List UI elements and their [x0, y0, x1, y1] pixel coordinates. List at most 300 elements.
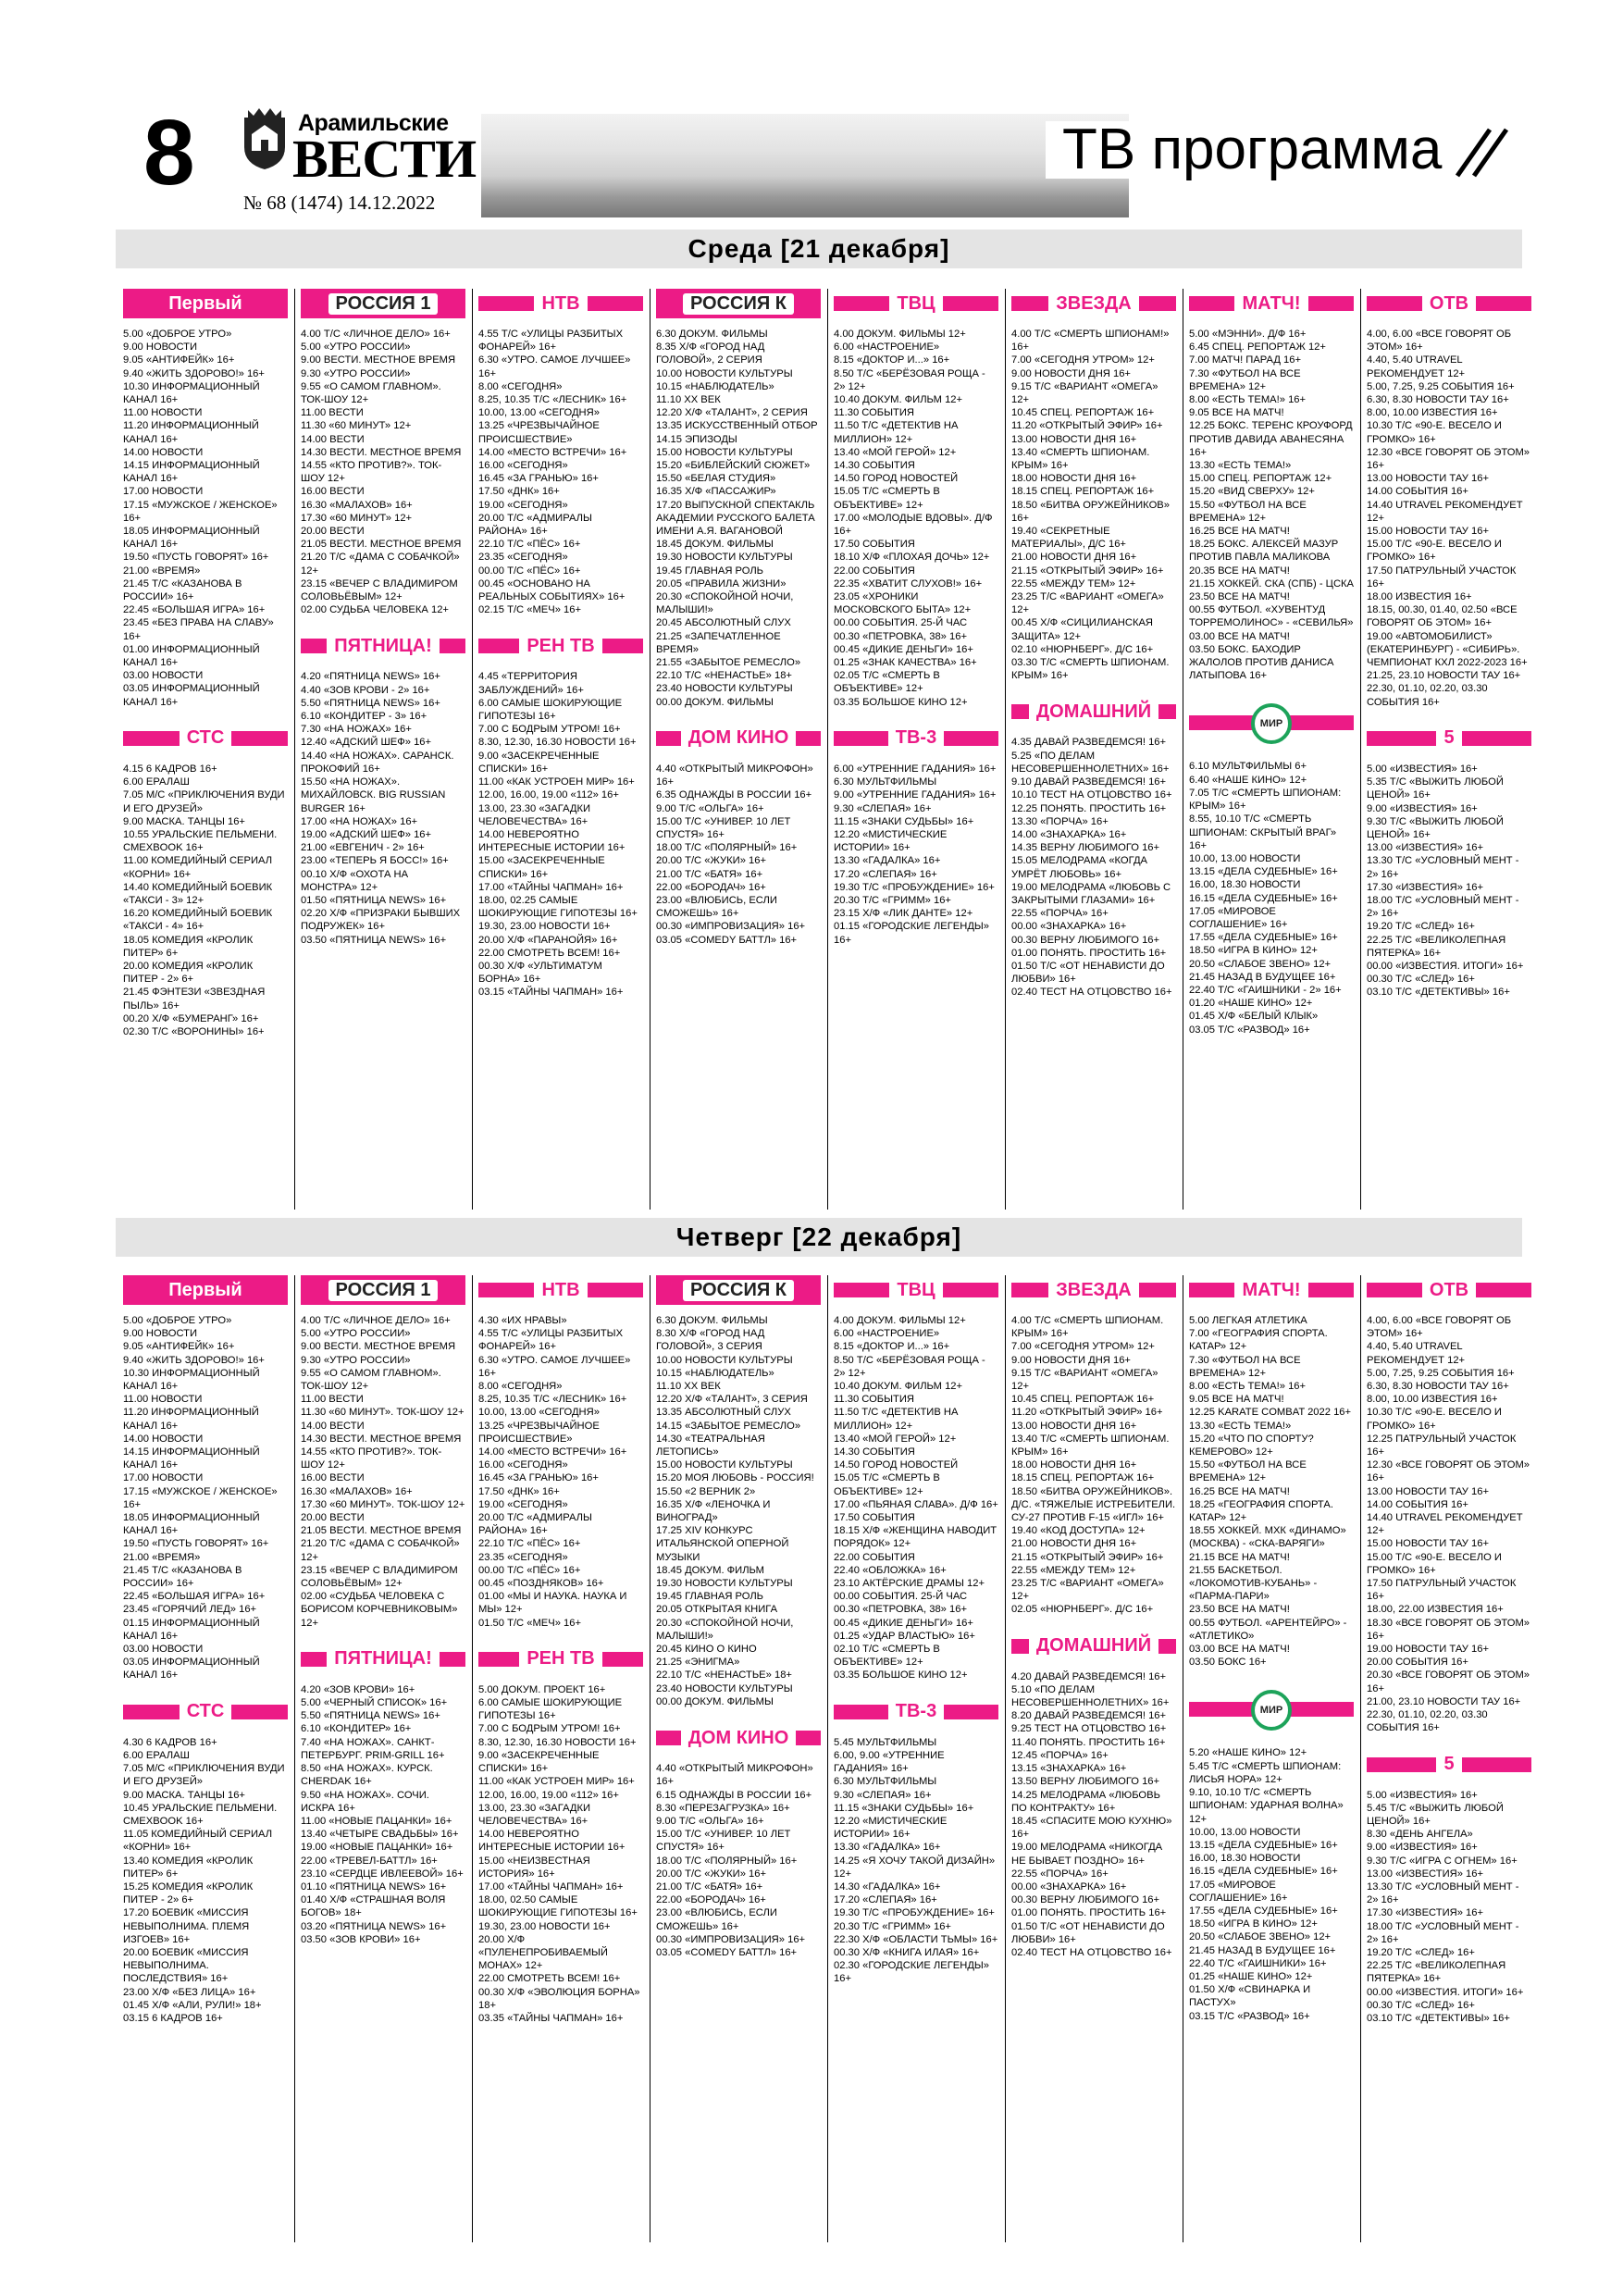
program-item: 22.45 «БОЛЬШАЯ ИГРА» 16+ — [123, 604, 266, 616]
program-item: 4.00 ДОКУМ. ФИЛЬМЫ 12+ — [834, 1315, 966, 1326]
program-item: 19.00 «СЕГОДНЯ» — [478, 1498, 568, 1510]
channel-name: 5 — [1436, 727, 1461, 749]
channel-logo-нтв — [478, 289, 643, 318]
program-item: 21.20 Т/С «ДАМА С СОБАЧКОЙ» 12+ — [301, 1538, 463, 1563]
channel-name: ПЯТНИЦА! — [327, 1648, 440, 1669]
program-item: 21.15 ВСЕ НА МАТЧ! — [1189, 1551, 1290, 1563]
channel-name: РОССИЯ 1 — [328, 293, 439, 315]
column-divider — [294, 289, 295, 1210]
program-item: 14.00 НОВОСТИ — [123, 446, 204, 458]
program-item: 22.30, 01.10, 02.20, 03.30 СОБЫТИЯ 16+ — [1367, 683, 1491, 708]
program-item: 02.15 Т/С «МЕЧ» 16+ — [478, 604, 582, 616]
program-item: 6.45 СПЕЦ. РЕПОРТАЖ 12+ — [1189, 341, 1326, 354]
program-item: 03.10 Т/С «ДЕТЕКТИВЫ» 16+ — [1367, 2012, 1510, 2024]
program-item: 18.25 «ГЕОГРАФИЯ СПОРТА. КАТАР» 12+ — [1189, 1498, 1337, 1524]
program-item: 15.05 Т/С «СМЕРТЬ В ОБЪЕКТИВЕ» 12+ — [834, 1472, 944, 1497]
program-list — [1011, 328, 1176, 682]
program-item: 16.30 «МАЛАХОВ» 16+ — [301, 499, 413, 511]
program-item: 00.30 ВЕРНУ ЛЮБИМОГО 16+ — [1011, 934, 1160, 946]
column-divider — [294, 1275, 295, 2242]
program-item: 10.45 УРАЛЬСКИЕ ПЕЛЬМЕНИ. СМЕХBOOK 16+ — [123, 1802, 280, 1827]
program-item: 01.50 «ПЯТНИЦА NEWS» 16+ — [301, 894, 447, 906]
program-item: 9.30 Т/С «ИГРА С ОГНЕМ» 16+ — [1367, 1855, 1518, 1867]
program-item: 6.40 «НАШЕ КИНО» 12+ — [1189, 774, 1307, 786]
program-item: 10.10 ТЕСТ НА ОТЦОВСТВО 16+ — [1011, 789, 1172, 801]
program-item: 20.00 Х/Ф «ПУЛЕНЕПРОБИВАЕМЫЙ МОНАХ» 12+ — [478, 1933, 612, 1972]
program-item: 20.00 Т/С «ЖУКИ» 16+ — [656, 1868, 767, 1880]
program-list — [656, 763, 821, 947]
column-divider — [1005, 1275, 1006, 2242]
program-item: 9.00 МАСКА. ТАНЦЫ 16+ — [123, 1789, 245, 1801]
program-item: 6.30 ДОКУМ. ФИЛЬМЫ — [656, 1315, 768, 1326]
channel-name: ТВ-3 — [888, 727, 944, 749]
program-item: 9.10, 10.10 Т/С «СМЕРТЬ ШПИОНАМ: УДАРНАЯ ВОЛНА» 12+ — [1189, 1787, 1346, 1825]
program-item: 13.00 НОВОСТИ ТАУ 16+ — [1367, 1485, 1489, 1497]
program-item: 01.10 «ПЯТНИЦА NEWS» 16+ — [301, 1880, 447, 1893]
program-item: 11.20 ИНФОРМАЦИОННЫЙ КАНАЛ 16+ — [123, 420, 262, 445]
program-item: 13.40 «ЧЕТЫРЕ СВАДЬБЫ» 16+ — [301, 1829, 459, 1841]
program-item: 14.15 ЭПИЗОДЫ — [656, 433, 737, 445]
program-item: 5.25 «ПО ДЕЛАМ НЕСОВЕРШЕННОЛЕТНИХ» 16+ — [1011, 750, 1170, 775]
program-item: 14.25 «Я ХОЧУ ТАКОЙ ДИЗАЙН» 12+ — [834, 1855, 998, 1880]
logo-title: ВЕСТИ — [292, 129, 477, 189]
program-item: 21.45 Т/С «КАЗАНОВА В РОССИИ» 16+ — [123, 1564, 245, 1590]
program-item: 9.05 ВСЕ НА МАТЧ! — [1189, 1394, 1284, 1406]
program-item: 17.00 «НА НОЖАХ» 16+ — [301, 815, 418, 827]
program-item: 4.20 «ПЯТНИЦА NEWS» 16+ — [301, 671, 440, 683]
program-item: 14.40 UTRAVEL РЕКОМЕНДУЕТ 12+ — [1367, 1512, 1526, 1537]
program-item: 18.25 БОКС. АЛЕКСЕЙ МАЗУР ПРОТИВ ПАВЛА МАЛИКОВА — [1189, 539, 1342, 564]
program-item: 8.50 Т/С «БЕРЁЗОВАЯ РОЩА - 2» 12+ — [834, 1354, 988, 1379]
column-divider — [1005, 289, 1006, 1210]
day-title: Среда [21 декабря] — [116, 230, 1522, 268]
program-item: 15.25 КОМЕДИЯ «КРОЛИК ПИТЕР - 2» 6+ — [123, 1880, 256, 1906]
program-item: 20.50 «СЛАБОЕ ЗВЕНО» 12+ — [1189, 1931, 1332, 1943]
program-item: 02.10 Т/С «СМЕРТЬ В ОБЪЕКТИВЕ» 12+ — [834, 1644, 944, 1669]
program-item: 21.45 НАЗАД В БУДУЩЕЕ 16+ — [1189, 971, 1336, 983]
program-item: 4.20 ДАВАЙ РАЗВЕДЕМСЯ! 16+ — [1011, 1670, 1167, 1682]
program-item: 14.15 ИНФОРМАЦИОННЫЙ КАНАЛ 16+ — [123, 460, 263, 485]
program-item: 4.55 Т/С «УЛИЦЫ РАЗБИТЫХ ФОНАРЕЙ» 16+ — [478, 329, 626, 354]
program-item: 23.10 АКТЁРСКИЕ ДРАМЫ 12+ — [834, 1578, 985, 1590]
program-list — [834, 328, 998, 709]
program-item: 20.00 Т/С «АДМИРАЛЫ РАЙОНА» 16+ — [478, 512, 596, 538]
program-item: 12.30 «ВСЕ ГОВОРЯТ ОБ ЭТОМ» 16+ — [1367, 1459, 1533, 1484]
program-item: 21.05 ВЕСТИ. МЕСТНОЕ ВРЕМЯ — [301, 1525, 462, 1537]
program-item: 20.00 ВЕСТИ — [301, 526, 365, 538]
program-item: 8.30 «ДЕНЬ АНГЕЛА» — [1367, 1829, 1473, 1841]
program-item: 20.00 ВЕСТИ — [301, 1512, 365, 1524]
program-item: 5.00, 7.25, 9.25 СОБЫТИЯ 16+ — [1367, 1367, 1515, 1379]
program-item: 01.00 «МЫ И НАУКА. НАУКА И МЫ» 12+ — [478, 1591, 630, 1616]
program-list — [1011, 736, 1176, 999]
program-item: 6.00 «НАСТРОЕНИЕ» — [834, 341, 940, 354]
program-item: 21.20 Т/С «ДАМА С СОБАЧКОЙ» 12+ — [301, 552, 463, 577]
program-item: 14.30 «ГАДАЛКА» 16+ — [834, 1880, 941, 1893]
program-item: 15.00 «ЗАСЕКРЕЧЕННЫЕ СПИСКИ» 16+ — [478, 855, 608, 880]
program-item: 6.10 «КОНДИТЕР - 3» 16+ — [301, 711, 427, 723]
program-item: 03.05 «COMEDY БАТТЛ» 16+ — [656, 1946, 798, 1958]
program-item: 9.00 «ЗАСЕКРЕЧЕННЫЕ СПИСКИ» 16+ — [478, 1749, 602, 1775]
channel-name: Первый — [168, 1279, 242, 1300]
program-item: 17.50 СОБЫТИЯ — [834, 1512, 915, 1524]
channel-logo-5 — [1367, 1750, 1531, 1780]
program-item: 13.30 «ЕСТЬ ТЕМА!» — [1189, 460, 1292, 472]
section-title: ТВ программа — [1046, 121, 1453, 179]
program-item: 18.05 КОМЕДИЯ «КРОЛИК ПИТЕР» 6+ — [123, 934, 256, 959]
program-item: 18.10 Х/Ф «ПЛОХАЯ ДОЧЬ» 12+ — [834, 552, 990, 564]
program-item: 15.05 Т/С «СМЕРТЬ В ОБЪЕКТИВЕ» 12+ — [834, 486, 944, 511]
channel-name: ДОМАШНИЙ — [1029, 701, 1158, 723]
program-item: 20.00 СОБЫТИЯ 16+ — [1367, 1657, 1468, 1669]
program-item: 02.30 Т/С «ВОРОНИНЫ» 16+ — [123, 1025, 265, 1037]
program-list — [123, 328, 288, 709]
program-item: 00.45 «ПОЗДНЯКОВ» 16+ — [478, 1578, 604, 1590]
program-item: 15.00 СПЕЦ. РЕПОРТАЖ 12+ — [1189, 473, 1332, 485]
program-item: 11.05 КОМЕДИЙНЫЙ СЕРИАЛ «КОРНИ» 16+ — [123, 1829, 276, 1854]
program-item: 18.00 Т/С «УСЛОВНЫЙ МЕНТ - 2» 16+ — [1367, 894, 1522, 920]
program-item: 20.45 АБСОЛЮТНЫЙ СЛУХ — [656, 617, 791, 629]
program-item: 22.10 Т/С «НЕНАСТЬЕ» 18+ — [656, 670, 792, 682]
program-item: 5.00 «УТРО РОССИИ» — [301, 341, 411, 354]
program-item: 18.30 «ВСЕ ГОВОРЯТ ОБ ЭТОМ» 16+ — [1367, 1617, 1533, 1642]
channel-logo-домашний — [1011, 697, 1176, 726]
program-item: 17.50 «ДНК» 16+ — [478, 486, 560, 498]
channel-column — [834, 1275, 998, 1986]
program-list — [123, 1736, 288, 2025]
program-item: 18.05 ИНФОРМАЦИОННЫЙ КАНАЛ 16+ — [123, 1512, 263, 1537]
channel-name: 5 — [1436, 1754, 1461, 1775]
program-item: 9.00 «УТРЕННИЕ ГАДАНИЯ» 16+ — [834, 789, 997, 801]
program-item: 15.00 Т/С «УНИВЕР. 10 ЛЕТ СПУСТЯ» 16+ — [656, 1829, 794, 1854]
program-item: 14.00 «МЕСТО ВСТРЕЧИ» 16+ — [478, 446, 627, 458]
program-item: 4.40 «ЗОВ КРОВИ - 2» 16+ — [301, 684, 430, 696]
program-item: 19.00 НОВОСТИ ТАУ 16+ — [1367, 1644, 1489, 1656]
program-item: 10.30 Т/С «90-Е. ВЕСЕЛО И ГРОМКО» 16+ — [1367, 420, 1505, 445]
program-list — [478, 328, 643, 616]
program-item: 13.15 «ДЕЛА СУДЕБНЫЕ» 16+ — [1189, 1839, 1338, 1851]
program-item: 19.30, 23.00 НОВОСТИ 16+ — [478, 1920, 611, 1932]
channel-name: ЗВЕЗДА — [1048, 293, 1139, 315]
program-item: 9.30 «УТРО РОССИИ» — [301, 367, 411, 379]
program-list — [834, 1736, 998, 1986]
program-item: 23.35 «СЕГОДНЯ» — [478, 1551, 568, 1563]
program-list — [478, 1683, 643, 2025]
program-list — [1011, 1670, 1176, 1959]
program-item: 17.30 «60 МИНУТ». ТОК-ШОУ 12+ — [301, 1498, 465, 1510]
column-divider — [827, 289, 828, 1210]
program-item: 6.30, 8.30 НОВОСТИ ТАУ 16+ — [1367, 1381, 1509, 1393]
channel-logo-тв-3 — [834, 1697, 998, 1727]
program-item: 16.00 «СЕГОДНЯ» — [478, 1459, 568, 1471]
program-item: 5.00 «ДОБРОЕ УТРО» — [123, 329, 232, 340]
program-item: 23.00 «ВЛЮБИСЬ, ЕСЛИ СМОЖЕШЬ» 16+ — [656, 1907, 780, 1932]
program-item: 5.50 «ПЯТНИЦА NEWS» 16+ — [301, 697, 440, 709]
program-item: 22.00 СМОТРЕТЬ ВСЕМ! 16+ — [478, 1973, 621, 1985]
program-item: 5.45 Т/С «ВЫЖИТЬ ЛЮБОЙ ЦЕНОЙ» 16+ — [1367, 1802, 1506, 1827]
program-item: 15.00 НОВОСТИ КУЛЬТУРЫ — [656, 446, 793, 458]
program-item: 10.45 СПЕЦ. РЕПОРТАЖ 16+ — [1011, 1394, 1155, 1406]
program-item: 03.50 БОКС 16+ — [1189, 1657, 1267, 1669]
program-item: 22.10 Т/С «НЕНАСТЬЕ» 18+ — [656, 1669, 792, 1682]
program-item: 4.35 ДАВАЙ РАЗВЕДЕМСЯ! 16+ — [1011, 737, 1167, 749]
program-list — [1189, 328, 1354, 682]
program-item: 00.00 СОБЫТИЯ. 25-Й ЧАС — [834, 1591, 968, 1603]
program-item: 21.15 «ОТКРЫТЫЙ ЭФИР» 16+ — [1011, 1551, 1164, 1563]
program-item: 02.05 «НЮРНБЕРГ». Д/С 16+ — [1011, 1604, 1154, 1616]
program-item: 14.30 ВЕСТИ. МЕСТНОЕ ВРЕМЯ — [301, 1433, 462, 1445]
program-item: 17.55 «ДЕЛА СУДЕБНЫЕ» 16+ — [1189, 932, 1338, 944]
program-item: 19.00 «АДСКИЙ ШЕФ» 16+ — [301, 828, 432, 840]
program-item: 20.05 ОТКРЫТАЯ КНИГА — [656, 1604, 778, 1616]
program-item: 9.00 Т/С «ОЛЬГА» 16+ — [656, 802, 764, 814]
program-item: 03.50 «ЗОВ КРОВИ» 16+ — [301, 1933, 421, 1945]
program-item: 20.30 Т/С «ГРИММ» 16+ — [834, 894, 951, 906]
program-item: 12.25 ПАТРУЛЬНЫЙ УЧАСТОК 16+ — [1367, 1433, 1519, 1458]
program-item: 6.00 ЕРАЛАШ — [123, 776, 190, 788]
program-item: 21.25 «ЭНИГМА» — [656, 1657, 740, 1669]
program-item: 14.00 «МЕСТО ВСТРЕЧИ» 16+ — [478, 1446, 627, 1458]
program-item: 20.30 Т/С «ГРИММ» 16+ — [834, 1920, 951, 1932]
program-item: 17.00 НОВОСТИ — [123, 486, 204, 498]
program-item: 13.00, 23.30 «ЗАГАДКИ ЧЕЛОВЕЧЕСТВА» 16+ — [478, 1802, 594, 1827]
program-item: 13.40 «МОЙ ГЕРОЙ» 12+ — [834, 446, 957, 458]
program-item: 13.30 «ГАДАЛКА» 16+ — [834, 1842, 941, 1854]
program-item: 10.30 Т/С «90-Е. ВЕСЕЛО И ГРОМКО» 16+ — [1367, 1407, 1505, 1432]
program-item: 13.00 «ИЗВЕСТИЯ» 16+ — [1367, 1868, 1484, 1880]
day-schedule — [116, 289, 1533, 1210]
channel-name: СТС — [180, 1701, 232, 1722]
program-item: 18.00 Т/С «ПОЛЯРНЫЙ» 16+ — [656, 1855, 798, 1867]
program-item: 11.50 Т/С «ДЕТЕКТИВ НА МИЛЛИОН» 12+ — [834, 1407, 961, 1432]
program-item: 5.10 «ПО ДЕЛАМ НЕСОВЕРШЕННОЛЕТНИХ» 16+ — [1011, 1683, 1170, 1709]
program-item: 4.30 «ИХ НРАВЫ» — [478, 1315, 567, 1326]
program-item: 13.15 «ДЕЛА СУДЕБНЫЕ» 16+ — [1189, 866, 1338, 878]
program-item: 11.00 КОМЕДИЙНЫЙ СЕРИАЛ «КОРНИ» 16+ — [123, 855, 276, 880]
program-item: 6.35 ОДНАЖДЫ В РОССИИ 16+ — [656, 789, 812, 801]
program-item: 00.00 ДОКУМ. ФИЛЬМЫ — [656, 1695, 774, 1707]
program-item: 15.50 «ФУТБОЛ НА ВСЕ ВРЕМЕНА» 12+ — [1189, 499, 1309, 524]
program-item: 23.00 «ВЛЮБИСЬ, ЕСЛИ СМОЖЕШЬ» 16+ — [656, 894, 780, 920]
program-item: 16.00 ВЕСТИ — [301, 1472, 365, 1484]
program-item: 22.40 Т/С «ГАИШНИКИ» 16+ — [1189, 1957, 1327, 1969]
channel-name: СТС — [180, 727, 232, 749]
program-item: 19.40 «СЕКРЕТНЫЕ МАТЕРИАЛЫ», Д/С 16+ — [1011, 526, 1126, 551]
program-item: 11.30 СОБЫТИЯ — [834, 1394, 915, 1406]
program-item: 14.30 СОБЫТИЯ — [834, 460, 915, 472]
program-item: 9.00 НОВОСТИ — [123, 1328, 198, 1340]
channel-name: ПЯТНИЦА! — [327, 636, 440, 657]
program-item: 13.40 «СМЕРТЬ ШПИОНАМ. КРЫМ» 16+ — [1011, 446, 1153, 472]
program-item: 6.00 ЕРАЛАШ — [123, 1749, 190, 1761]
program-item: 00.00 Т/С «ПЁС» 16+ — [478, 565, 581, 577]
program-item: 7.05 Т/С «СМЕРТЬ ШПИОНАМ: КРЫМ» 16+ — [1189, 787, 1344, 813]
program-item: 9.00 «ИЗВЕСТИЯ» 16+ — [1367, 1842, 1478, 1854]
program-item: 18.00 ИЗВЕСТИЯ 16+ — [1367, 591, 1472, 603]
program-item: 17.20 «СЛЕПАЯ» 16+ — [834, 1894, 937, 1906]
channel-logo-звезда — [1011, 289, 1176, 318]
program-item: 00.00 «ИЗВЕСТИЯ. ИТОГИ» 16+ — [1367, 960, 1524, 972]
program-item: 21.00 «ВРЕМЯ» — [123, 565, 201, 577]
program-item: 22.30, 01.10, 02.20, 03.30 СОБЫТИЯ 16+ — [1367, 1709, 1491, 1734]
program-item: 13.25 «ЧРЕЗВЫЧАЙНОЕ ПРОИСШЕСТВИЕ» — [478, 1420, 602, 1445]
program-item: 17.00 «ТАЙНЫ ЧАПМАН» 16+ — [478, 881, 624, 893]
program-item: 9.30 Т/С «ВЫЖИТЬ ЛЮБОЙ ЦЕНОЙ» 16+ — [1367, 815, 1506, 840]
program-item: 00.00 Т/С «ПЁС» 16+ — [478, 1564, 581, 1576]
program-item: 18.50 «БИТВА ОРУЖЕЙНИКОВ» 16+ — [1011, 499, 1173, 524]
channel-logo-россия-к — [656, 289, 821, 318]
program-item: 8.00, 10.00 ИЗВЕСТИЯ 16+ — [1367, 407, 1498, 419]
program-item: 00.00 ДОКУМ. ФИЛЬМЫ — [656, 696, 774, 708]
program-item: 14.50 ГОРОД НОВОСТЕЙ — [834, 473, 959, 485]
program-item: 17.00 НОВОСТИ — [123, 1472, 204, 1484]
program-item: 03.35 «ТАЙНЫ ЧАПМАН» 16+ — [478, 2012, 624, 2024]
column-divider — [472, 289, 473, 1210]
program-item: 23.15 Х/Ф «ЛИК ДАНТЕ» 12+ — [834, 908, 973, 920]
program-item: 8.00 «СЕГОДНЯ» — [478, 1381, 563, 1393]
channel-column — [1189, 289, 1354, 1036]
channel-logo-5 — [1367, 724, 1531, 753]
program-item: 03.00 ВСЕ НА МАТЧ! — [1189, 630, 1290, 642]
channel-column — [656, 1275, 821, 1959]
program-item: 9.50 «НА НОЖАХ». СОЧИ. ИСКРА 16+ — [301, 1789, 432, 1814]
program-item: 03.05 «COMEDY БАТТЛ» 16+ — [656, 934, 798, 946]
channel-logo-матч — [1189, 289, 1354, 318]
program-item: 23.15 «ВЕЧЕР С ВЛАДИМИРОМ СОЛОВЬЁВЫМ» 12+ — [301, 577, 461, 603]
program-item: 7.00 С БОДРЫМ УТРОМ! 16+ — [478, 1723, 621, 1735]
program-item: 23.45 «БЕЗ ПРАВА НА СЛАВУ» 16+ — [123, 617, 277, 642]
program-item: 11.50 Т/С «ДЕТЕКТИВ НА МИЛЛИОН» 12+ — [834, 420, 961, 445]
program-item: 00.30 «ИМПРОВИЗАЦИЯ» 16+ — [656, 921, 806, 933]
program-item: 01.15 ИНФОРМАЦИОННЫЙ КАНАЛ 16+ — [123, 1617, 263, 1642]
channel-name: РЕН ТВ — [519, 636, 601, 657]
program-item: 11.20 «ОТКРЫТЫЙ ЭФИР» 16+ — [1011, 420, 1163, 432]
program-item: 20.05 «ПРАВИЛА ЖИЗНИ» — [656, 577, 787, 590]
program-item: 8.50 Т/С «БЕРЁЗОВАЯ РОЩА - 2» 12+ — [834, 367, 988, 392]
program-item: 8.30, 12.30, 16.30 НОВОСТИ 16+ — [478, 737, 637, 749]
program-item: 9.00 ВЕСТИ. МЕСТНОЕ ВРЕМЯ — [301, 1341, 456, 1353]
program-item: 15.50 «ФУТБОЛ НА ВСЕ ВРЕМЕНА» 12+ — [1189, 1459, 1309, 1484]
program-item: 9.40 «ЖИТЬ ЗДОРОВО!» 16+ — [123, 1354, 265, 1366]
program-item: 7.00 С БОДРЫМ УТРОМ! 16+ — [478, 724, 621, 736]
program-item: 13.25 «ЧРЕЗВЫЧАЙНОЕ ПРОИСШЕСТВИЕ» — [478, 420, 602, 445]
program-item: 16.20 КОМЕДИЙНЫЙ БОЕВИК «ТАКСИ - 4» 16+ — [123, 908, 276, 933]
program-item: 22.10 Т/С «ПЁС» 16+ — [478, 539, 581, 551]
program-item: 5.00 «ДОБРОЕ УТРО» — [123, 1315, 232, 1326]
channel-name: РЕН ТВ — [519, 1648, 601, 1669]
program-item: 6.15 ОДНАЖДЫ В РОССИИ 16+ — [656, 1789, 812, 1801]
program-item: 16.45 «ЗА ГРАНЬЮ» 16+ — [478, 1472, 599, 1484]
program-item: 22.00 СОБЫТИЯ — [834, 1551, 915, 1563]
channel-column — [1367, 1275, 1531, 2025]
program-item: 00.00 «ЗНАХАРКА» 16+ — [1011, 1880, 1127, 1893]
program-item: 22.55 «МЕЖДУ ТЕМ» 12+ — [1011, 1564, 1136, 1576]
program-item: 23.45 «ГОРЯЧИЙ ЛЕД» 16+ — [123, 1604, 257, 1616]
program-item: 7.30 «ФУТБОЛ НА ВСЕ ВРЕМЕНА» 12+ — [1189, 367, 1304, 392]
program-item: 6.00 «УТРЕННИЕ ГАДАНИЯ» 16+ — [834, 763, 997, 775]
program-item: 9.05 «АНТИФЕЙК» 16+ — [123, 354, 235, 366]
channel-name: ТВ-3 — [888, 1701, 944, 1722]
program-item: 00.45 «ДИКИЕ ДЕНЬГИ» 16+ — [834, 1617, 973, 1629]
program-item: 00.55 ФУТБОЛ. «АРЕНТЕЙРО» - «АТЛЕТИКО» — [1189, 1617, 1350, 1642]
program-list — [656, 328, 821, 709]
program-item: 20.00 КОМЕДИЯ «КРОЛИК ПИТЕР - 2» 6+ — [123, 960, 256, 986]
channel-column — [834, 289, 998, 947]
program-item: 12.20 Х/Ф «ТАЛАНТ», 3 СЕРИЯ — [656, 1394, 808, 1406]
program-list — [478, 670, 643, 999]
program-item: 16.00, 18.30 НОВОСТИ — [1189, 879, 1301, 891]
program-item: 23.05 «ХРОНИКИ МОСКОВСКОГО БЫТА» 12+ — [834, 591, 972, 616]
program-item: 13.40 Т/С «СМЕРТЬ ШПИОНАМ. КРЫМ» 16+ — [1011, 1433, 1172, 1458]
program-list — [834, 1314, 998, 1682]
program-item: 20.00 Т/С «АДМИРАЛЫ РАЙОНА» 16+ — [478, 1512, 596, 1537]
program-item: 19.00 «НОВЫЕ ПАЦАНКИ» 16+ — [301, 1842, 453, 1854]
program-item: 21.00 НОВОСТИ ДНЯ 16+ — [1011, 552, 1137, 564]
program-item: 17.25 XIV КОНКУРС ИТАЛЬЯНСКОЙ ОПЕРНОЙ МУЗЫКИ — [656, 1525, 792, 1563]
channel-name: ТВЦ — [889, 293, 942, 315]
program-item: 17.05 «МИРОВОЕ СОГЛАШЕНИЕ» 16+ — [1189, 1879, 1288, 1904]
program-item: 01.00 ПОНЯТЬ. ПРОСТИТЬ 16+ — [1011, 1907, 1167, 1919]
program-item: 15.05 МЕЛОДРАМА «КОГДА УМРЁТ ЛЮБОВЬ» 16+ — [1011, 855, 1151, 880]
program-item: 19.00 «СЕГОДНЯ» — [478, 499, 568, 511]
program-item: 03.05 ИНФОРМАЦИОННЫЙ КАНАЛ 16+ — [123, 1657, 263, 1682]
program-item: 17.00 «ТАЙНЫ ЧАПМАН» 16+ — [478, 1880, 624, 1893]
program-item: 14.30 «ТЕАТРАЛЬНАЯ ЛЕТОПИСЬ» — [656, 1433, 768, 1458]
program-item: 18.50 «ИГРА В КИНО» 12+ — [1189, 945, 1318, 957]
channel-logo-россия-1 — [301, 1275, 465, 1305]
program-item: 11.30 «60 МИНУТ» 12+ — [301, 420, 412, 432]
program-item: 20.00 Т/С «ЖУКИ» 16+ — [656, 855, 767, 867]
program-item: 20.45 КИНО О КИНО — [656, 1644, 757, 1656]
program-item: 21.00 Т/С «БАТЯ» 16+ — [656, 868, 763, 880]
program-item: 5.50 «ПЯТНИЦА NEWS» 16+ — [301, 1710, 440, 1722]
program-item: 21.00 Т/С «БАТЯ» 16+ — [656, 1880, 763, 1893]
program-item: 4.40 «ОТКРЫТЫЙ МИКРОФОН» 16+ — [656, 763, 816, 788]
program-item: 03.10 Т/С «ДЕТЕКТИВЫ» 16+ — [1367, 987, 1510, 999]
program-item: 21.25 «ЗАПЕЧАТЛЕННОЕ ВРЕМЯ» — [656, 630, 784, 655]
program-item: 03.20 «ПЯТНИЦА NEWS» 16+ — [301, 1920, 447, 1932]
program-item: 17.55 «ДЕЛА СУДЕБНЫЕ» 16+ — [1189, 1905, 1338, 1917]
program-item: 22.25 Т/С «ВЕЛИКОЛЕПНАЯ ПЯТЕРКА» 16+ — [1367, 1960, 1509, 1985]
program-item: 18.00 Т/С «ПОЛЯРНЫЙ» 16+ — [656, 842, 798, 854]
program-item: 8.30 Х/Ф «ГОРОД НАД ГОЛОВОЙ», 3 СЕРИЯ — [656, 1328, 768, 1353]
program-item: 00.45 «ОСНОВАНО НА РЕАЛЬНЫХ СОБЫТИЯХ» 16+ — [478, 577, 626, 603]
program-item: 15.00 Т/С «90-Е. ВЕСЕЛО И ГРОМКО» 16+ — [1367, 1551, 1505, 1576]
program-item: 11.00 ВЕСТИ — [301, 407, 364, 419]
channel-logo-первый — [123, 289, 288, 318]
program-item: 18.00, 02.25 САМЫЕ ШОКИРУЮЩИЕ ГИПОТЕЗЫ 16+ — [478, 894, 638, 920]
program-item: 9.15 Т/С «ВАРИАНТ «ОМЕГА» 12+ — [1011, 1367, 1161, 1393]
program-item: 4.30 6 КАДРОВ 16+ — [123, 1736, 217, 1748]
program-item: 13.00 «ИЗВЕСТИЯ» 16+ — [1367, 842, 1484, 854]
program-item: 17.30 «ИЗВЕСТИЯ» 16+ — [1367, 1907, 1484, 1919]
program-item: 9.55 «О САМОМ ГЛАВНОМ». ТОК-ШОУ 12+ — [301, 380, 444, 406]
program-item: 5.00 «ИЗВЕСТИЯ» 16+ — [1367, 1789, 1478, 1801]
program-item: 13.30 «ПОРЧА» 16+ — [1011, 815, 1109, 827]
program-item: 01.45 Х/Ф «БЕЛЫЙ КЛЫК» — [1189, 1011, 1319, 1023]
program-item: 22.10 Т/С «ПЁС» 16+ — [478, 1538, 581, 1550]
program-item: 17.50 «ДНК» 16+ — [478, 1485, 560, 1497]
program-item: 11.40 ПОНЯТЬ. ПРОСТИТЬ 16+ — [1011, 1736, 1166, 1748]
program-item: 8.00 «ЕСТЬ ТЕМА!» 16+ — [1189, 1381, 1307, 1393]
program-item: 10.00, 13.00 НОВОСТИ — [1189, 1826, 1301, 1838]
program-item: 4.00, 6.00 «ВСЕ ГОВОРЯТ ОБ ЭТОМ» 16+ — [1367, 1315, 1515, 1340]
program-item: 21.55 БАСКЕТБОЛ. «ЛОКОМОТИВ-КУБАНЬ» - «ПАРМА-ПАРИ» — [1189, 1564, 1320, 1603]
program-item: 21.45 Т/С «КАЗАНОВА В РОССИИ» 16+ — [123, 577, 245, 603]
program-item: 19.00 МЕЛОДРАМА «ЛЮБОВЬ С ЗАКРЫТЫМИ ГЛАЗАМИ» 16+ — [1011, 881, 1174, 906]
program-item: 03.00 ВСЕ НА МАТЧ! — [1189, 1644, 1290, 1656]
program-item: 03.50 БОКС. БАХОДИР ЖАЛОЛОВ ПРОТИВ ДАНИСА ЛАТЫПОВА 16+ — [1189, 643, 1337, 682]
